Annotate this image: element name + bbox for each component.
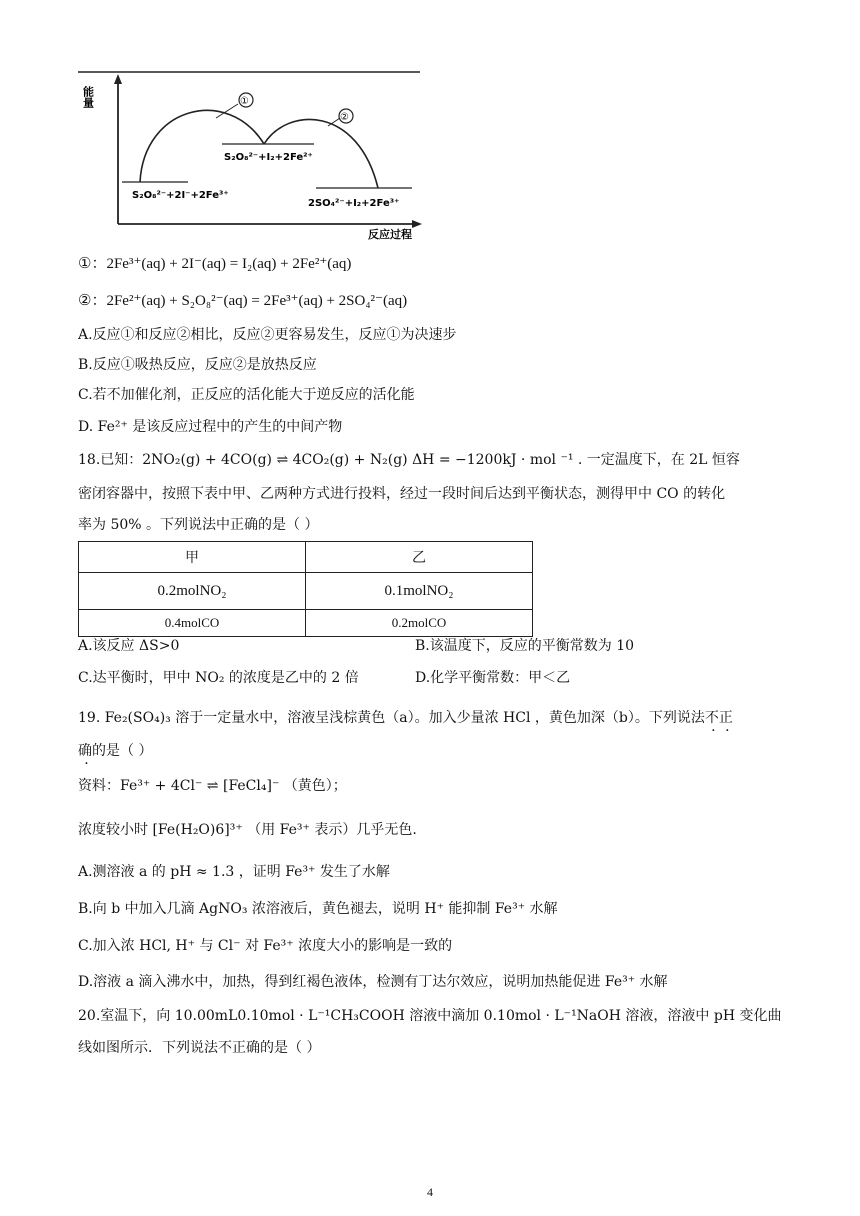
q19-info-2: 浓度较小时 [Fe(H₂O)6]³⁺ （用 Fe³⁺ 表示）几乎无色. [78, 822, 417, 838]
q18-option-a: A.该反应 ΔS>0 [78, 638, 180, 654]
hump-1 [140, 110, 264, 182]
q17-option-b: B.反应①吸热反应，反应②是放热反应 [78, 357, 317, 373]
page-number: 4 [427, 1185, 433, 1199]
peak-1-label: ① [240, 96, 249, 107]
q17-option-d: D. Fe²⁺ 是该反应过程中的产生的中间产物 [78, 419, 343, 435]
q20-stem-line1: 20.室温下，向 10.00mL0.10mol · L⁻¹CH₃COOH 溶液中滴加 0.10mol · L⁻¹NaOH 溶液，溶液中 pH 变化曲 [78, 1008, 782, 1024]
q17-option-a: A.反应①和反应②相比，反应②更容易发生，反应①为决速步 [78, 327, 457, 343]
q19-stem-text: 的是（ ） [92, 743, 153, 759]
q18-table [78, 541, 533, 637]
q20-stem-line2: 线如图所示．下列说法不正确的是（ ） [78, 1040, 321, 1056]
emphasis-char: 确 [78, 743, 92, 759]
x-axis-label: 反应过程 [368, 228, 412, 241]
q18-stem-line3: 率为 50% 。下列说法中正确的是（ ） [78, 517, 319, 533]
q19-stem-text: 19. Fe₂(SO₄)₃ 溶于一定量水中，溶液呈浅棕黄色（a）。加入少量浓 HCl ，黄色加深（b）。下列说法 [78, 710, 705, 726]
q18-stem-line2: 密闭容器中，按照下表中甲、乙两种方式进行投料，经过一段时间后达到平衡状态，测得甲中 CO 的转化 [78, 486, 726, 502]
q18-option-b: B.该温度下，反应的平衡常数为 10 [415, 638, 635, 654]
q19-stem-line2 [78, 741, 152, 761]
peak-2-label: ② [340, 112, 349, 123]
energy-diagram [78, 66, 438, 241]
table-cell: 0.4molCO [79, 610, 306, 637]
q19-option-d: D.溶液 a 滴入沸水中，加热，得到红褐色液体，检测有丁达尔效应，说明加热能促进 Fe³⁺ 水解 [78, 974, 668, 990]
table-header-jia: 甲 [79, 542, 306, 573]
q18-option-c: C.达平衡时，甲中 NO₂ 的浓度是乙中的 2 倍 [78, 670, 359, 686]
q19-option-a: A.测溶液 a 的 pH ≈ 1.3 ，证明 Fe³⁺ 发生了水解 [78, 864, 390, 880]
table-cell: 0.2molCO [306, 610, 533, 637]
equation-1: ①：2Fe³⁺(aq) + 2I⁻(aq) = I₂(aq) + 2Fe²⁺(aq) [78, 256, 352, 272]
q19-option-c: C.加入浓 HCl, H⁺ 与 Cl⁻ 对 Fe³⁺ 浓度大小的影响是一致的 [78, 938, 453, 954]
table-cell: 0.1molNO₂ [306, 573, 533, 610]
q17-option-c: C.若不加催化剂，正反应的活化能大于逆反应的活化能 [78, 387, 415, 403]
emphasis-char: 不 [704, 710, 719, 726]
q19-info-1: 资料：Fe³⁺ + 4Cl⁻ ⇌ [FeCl₄]⁻ （黄色）； [78, 778, 347, 794]
level-start-label: S₂O₈²⁻+2I⁻+2Fe³⁺ [132, 190, 229, 201]
y-axis-label: 能量 [81, 86, 95, 108]
table-cell: 0.2molNO₂ [79, 573, 306, 610]
equation-2: ②：2Fe²⁺(aq) + S₂O₈²⁻(aq) = 2Fe³⁺(aq) + 2SO₄²⁻(aq) [78, 293, 408, 309]
table-header-yi: 乙 [306, 542, 533, 573]
emphasis-char: 正 [718, 710, 733, 726]
level-mid-label: S₂O₈²⁻+I₂+2Fe²⁺ [224, 152, 313, 163]
level-end-label: 2SO₄²⁻+I₂+2Fe³⁺ [308, 198, 400, 209]
q18-stem-line1: 18.已知：2NO₂(g) + 4CO(g) ⇌ 4CO₂(g) + N₂(g) ΔH = −1200kJ · mol ⁻¹ . 一定温度下，在 2L 恒容 [78, 452, 740, 468]
q19-stem-line1 [78, 708, 733, 728]
q19-option-b: B.向 b 中加入几滴 AgNO₃ 浓溶液后，黄色褪去，说明 H⁺ 能抑制 Fe³⁺ 水解 [78, 901, 558, 917]
q18-option-d: D.化学平衡常数：甲＜乙 [415, 670, 571, 686]
